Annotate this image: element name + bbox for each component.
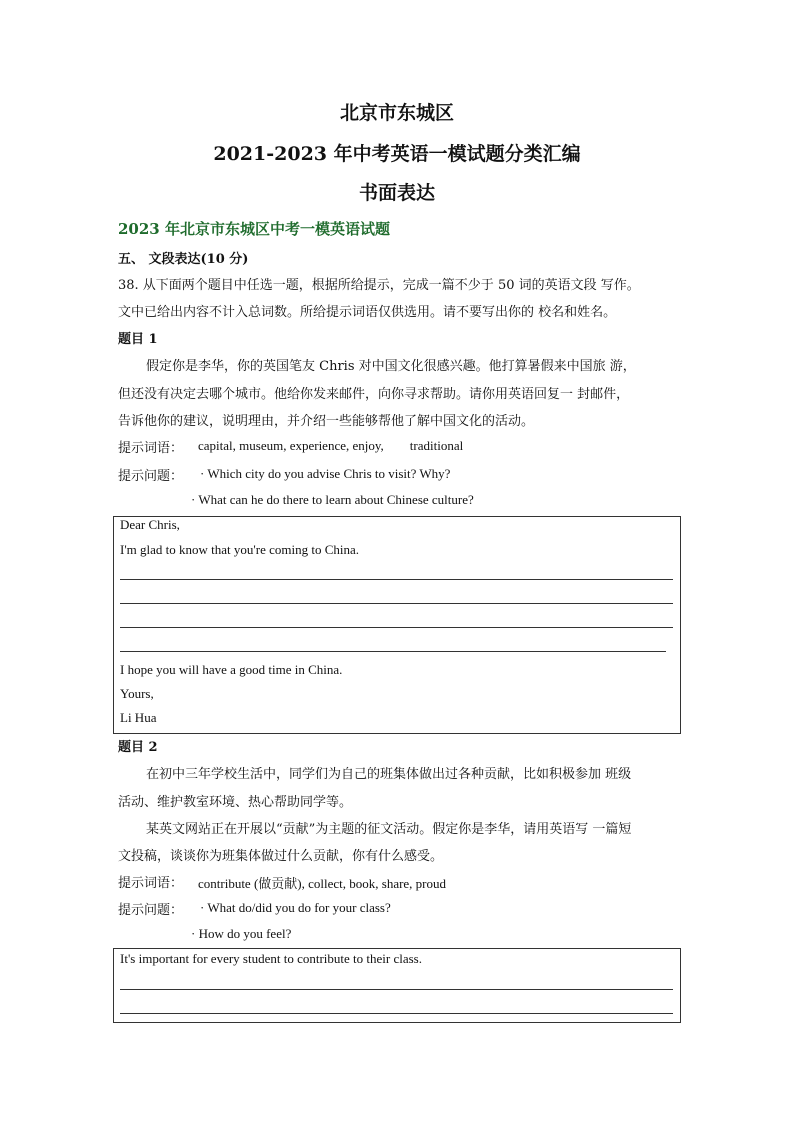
topic2-paragraph-line: 某英文网站正在开展以“贡献”为主题的征文活动。假定你是李华，请用英语写 一篇短 — [146, 822, 632, 837]
topic2-paragraph-line: 文投稿，谈谈你为班集体做过什么贡献，你有什么感受。 — [118, 849, 444, 864]
writing-line — [120, 579, 673, 580]
writing-line — [120, 989, 673, 990]
topic1-question-1: · Which city do you advise Chris to visit? Why? — [200, 466, 451, 481]
writing-line — [120, 1013, 673, 1014]
topic1-paragraph-line: 告诉他你的建议，说明理由，并介绍一些能够帮他了解中国文化的活动。 — [118, 414, 535, 429]
topic2-question-1: · What do/did you do for your class? — [200, 900, 391, 915]
topic2-question-2: · How do you feel? — [191, 926, 292, 941]
topic1-label: 题目 1 — [118, 332, 158, 347]
writing-line — [120, 627, 673, 628]
letter-closing: I hope you will have a good time in China. — [120, 662, 343, 677]
topic2-questions-label: 提示问题： — [118, 903, 184, 918]
topic2-paragraph-line: 活动、维护教室环境、热心帮助同学等。 — [118, 795, 353, 810]
topic2-paragraph-line: 在初中三年学校生活中，同学们为自己的班集体做出过各种贡献，比如积极参加 班级 — [146, 767, 632, 782]
essay-start: It's important for every student to contribute to their class. — [120, 951, 422, 966]
doc-title-section: 书面表达 — [358, 182, 435, 204]
letter-name: Li Hua — [120, 710, 157, 725]
letter-opening: I'm glad to know that you're coming to China. — [120, 542, 360, 557]
instruction-line-1: 38. 从下面两个题目中任选一题，根据所给提示，完成一篇不少于 50 词的英语文段 写作。 — [118, 278, 640, 293]
exam-source-heading: 2023 年北京市东城区中考一模英语试题 — [118, 220, 390, 238]
writing-line — [120, 651, 666, 652]
instruction-line-2: 文中已给出内容不计入总词数。所给提示词语仅供选用。请不要写出你的 校名和姓名。 — [118, 305, 617, 320]
topic1-paragraph-line: 但还没有决定去哪个城市。他给你发来邮件，向你寻求帮助。请你用英语回复一 封邮件， — [118, 387, 630, 402]
topic2-words-label: 提示词语： — [118, 876, 184, 891]
topic1-paragraph-line: 假定你是李华，你的英国笔友 Chris 对中国文化很感兴趣。他打算暑假来中国旅 游， — [146, 359, 636, 374]
topic2-words: contribute (做贡献), collect, book, share, proud — [198, 876, 447, 891]
doc-title-main: 2021-2023 年中考英语一模试题分类汇编 — [213, 143, 581, 165]
topic1-question-2: · What can he do there to learn about Chinese culture? — [191, 492, 474, 507]
topic1-questions-label: 提示问题： — [118, 469, 184, 484]
topic1-words: capital, museum, experience, enjoy, traditional — [198, 438, 464, 453]
part-heading: 五、 文段表达(10 分) — [118, 252, 249, 267]
letter-signoff: Yours, — [120, 686, 154, 701]
letter-greeting: Dear Chris, — [120, 517, 180, 532]
topic2-label: 题目 2 — [118, 740, 158, 755]
topic1-words-label: 提示词语： — [118, 441, 184, 456]
doc-title-region: 北京市东城区 — [339, 102, 454, 124]
writing-line — [120, 603, 673, 604]
